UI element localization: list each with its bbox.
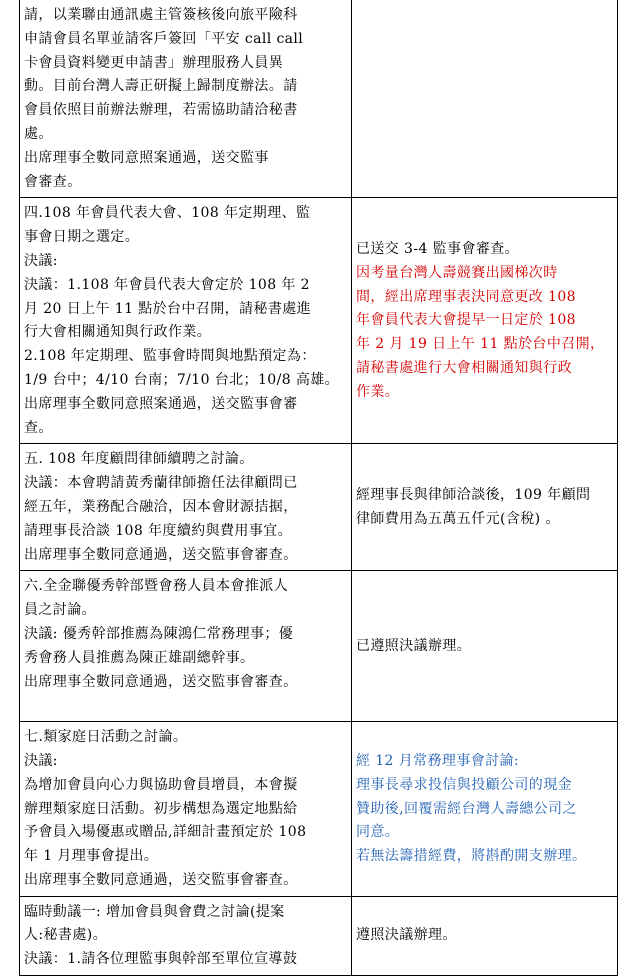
resolution-cell bbox=[20, 571, 352, 722]
item-title: 四.108 年會員代表大會、108 年定期理、監 bbox=[24, 205, 311, 222]
blank-line bbox=[24, 694, 349, 718]
text-line: 行大會相關通知與行政作業。 bbox=[24, 324, 212, 341]
minutes-table bbox=[19, 0, 618, 976]
status-line: 經理事長與律師洽談後，109 年顧問 bbox=[356, 487, 591, 504]
status-cell bbox=[352, 444, 618, 571]
resolution-cell bbox=[20, 896, 352, 975]
text-line: 事會日期之選定。 bbox=[24, 229, 140, 246]
text-line: 2.108 年定期理、監事會時間與地點預定為： bbox=[24, 348, 316, 365]
text-line: 處。 bbox=[24, 125, 53, 142]
status-line-red: 請秘書處進行大會相關通知與行政 bbox=[356, 360, 572, 377]
status-line: 已送交 3-4 監事會審查。 bbox=[356, 241, 520, 258]
text-line: 動。目前台灣人壽正研擬上歸制度辦法。請 bbox=[24, 78, 298, 95]
text-line: 出席理事全數同意照案通過，送交監事會審 bbox=[24, 395, 298, 412]
text-line: 出席理事全數同意通過，送交監事會審查。 bbox=[24, 673, 298, 690]
text-line: 人:秘書處)。 bbox=[24, 927, 107, 944]
text-line: 查。 bbox=[24, 419, 53, 436]
text-line: 秀會務人員推薦為陳正雄副總幹事。 bbox=[24, 649, 255, 666]
text-line: 辦理類家庭日活動。初步構想為選定地點給 bbox=[24, 800, 298, 817]
text-line: 決議：1.108 年會員代表大會定於 108 年 2 bbox=[24, 276, 310, 293]
text-line: 出席理事全數同意通過，送交監事會審查。 bbox=[24, 871, 298, 888]
status-line-blue: 經 12 月常務理事會討論: bbox=[356, 752, 520, 769]
text-line: 決議：1.請各位理監事與幹部至單位宣導鼓 bbox=[24, 951, 298, 968]
item-title: 七.類家庭日活動之討論。 bbox=[24, 729, 188, 746]
text-line: 申請會員名單並請客戶簽回「平安 call call bbox=[24, 30, 304, 47]
text-line: 決議：本會聘請黃秀蘭律師擔任法律顧問已 bbox=[24, 475, 298, 492]
status-line-red: 因考量台灣人壽競賽出國梯次時 bbox=[356, 264, 558, 281]
resolution-cell bbox=[20, 0, 352, 198]
text-line: 請，以業聯由通訊處主管簽核後向旅平險科 bbox=[24, 7, 298, 23]
table-row bbox=[20, 0, 618, 198]
text-line: 會員依照目前辦法辦理，若需協助請洽秘書 bbox=[24, 102, 298, 119]
text-line: 卡會員資料變更申請書」辦理服務人員異 bbox=[24, 54, 284, 71]
text-line: 年 1 月理事會提出。 bbox=[24, 848, 159, 865]
item-title: 六.全金聯優秀幹部暨會務人員本會推派人 bbox=[24, 578, 289, 595]
text-line: 出席理事全數同意照案通過，送交監事 bbox=[24, 149, 269, 166]
text-line: 1/9 台中；4/10 台南；7/10 台北；10/8 高雄。 bbox=[24, 371, 340, 388]
table-row bbox=[20, 198, 618, 444]
text-line: 員之討論。 bbox=[24, 602, 96, 619]
status-cell bbox=[352, 896, 618, 975]
status-line-blue: 理事長尋求投信與投顧公司的現金 bbox=[356, 776, 572, 793]
status-line-blue: 同意。 bbox=[356, 824, 400, 841]
text-line: 出席理事全數同意通過，送交監事會審查。 bbox=[24, 546, 298, 563]
text-line: 予會員入場優惠或贈品,詳細計畫預定於 108 bbox=[24, 824, 307, 841]
status-line: 律師費用為五萬五仟元(含稅) 。 bbox=[356, 510, 560, 527]
status-cell bbox=[352, 571, 618, 722]
status-line-blue: 贊助後,回覆需經台灣人壽總公司之 bbox=[356, 800, 577, 817]
table-row bbox=[20, 444, 618, 571]
status-line-red: 年 2 月 19 日上午 11 點於台中召開， bbox=[356, 336, 605, 353]
status-line: 遵照決議辦理。 bbox=[356, 927, 457, 944]
text-line: 決議: 優秀幹部推薦為陳鴻仁常務理事；優 bbox=[24, 625, 294, 642]
status-line-red: 作業。 bbox=[356, 383, 400, 400]
table-row bbox=[20, 571, 618, 722]
resolution-cell bbox=[20, 444, 352, 571]
text-line: 決議: bbox=[24, 252, 58, 269]
status-line-red: 年會員代表大會提早一日定於 108 bbox=[356, 312, 576, 329]
text-line: 請理事長洽談 108 年度續約與費用事宜。 bbox=[24, 522, 293, 539]
item-title: 五. 108 年度顧問律師續聘之討論。 bbox=[24, 451, 254, 468]
status-cell bbox=[352, 722, 618, 897]
table-row bbox=[20, 722, 618, 897]
status-cell bbox=[352, 198, 618, 444]
item-title: 臨時動議一: 增加會員與會費之討論(提案 bbox=[24, 903, 285, 920]
text-line: 會審查。 bbox=[24, 173, 82, 190]
status-line-blue: 若無法籌措經費，將斟酌開支辦理。 bbox=[356, 848, 587, 865]
text-line: 為增加會員向心力與協助會員增員，本會擬 bbox=[24, 776, 298, 793]
resolution-cell bbox=[20, 198, 352, 444]
status-cell bbox=[352, 0, 618, 198]
resolution-cell bbox=[20, 722, 352, 897]
table-row bbox=[20, 896, 618, 975]
text-line: 決議: bbox=[24, 752, 58, 769]
status-line-red: 間，經出席理事表決同意更改 108 bbox=[356, 288, 576, 305]
status-line: 已遵照決議辦理。 bbox=[356, 637, 472, 654]
text-line: 經五年，業務配合融洽，因本會財源拮据， bbox=[24, 498, 298, 515]
text-line: 月 20 日上午 11 點於台中召開，請秘書處進 bbox=[24, 300, 312, 317]
